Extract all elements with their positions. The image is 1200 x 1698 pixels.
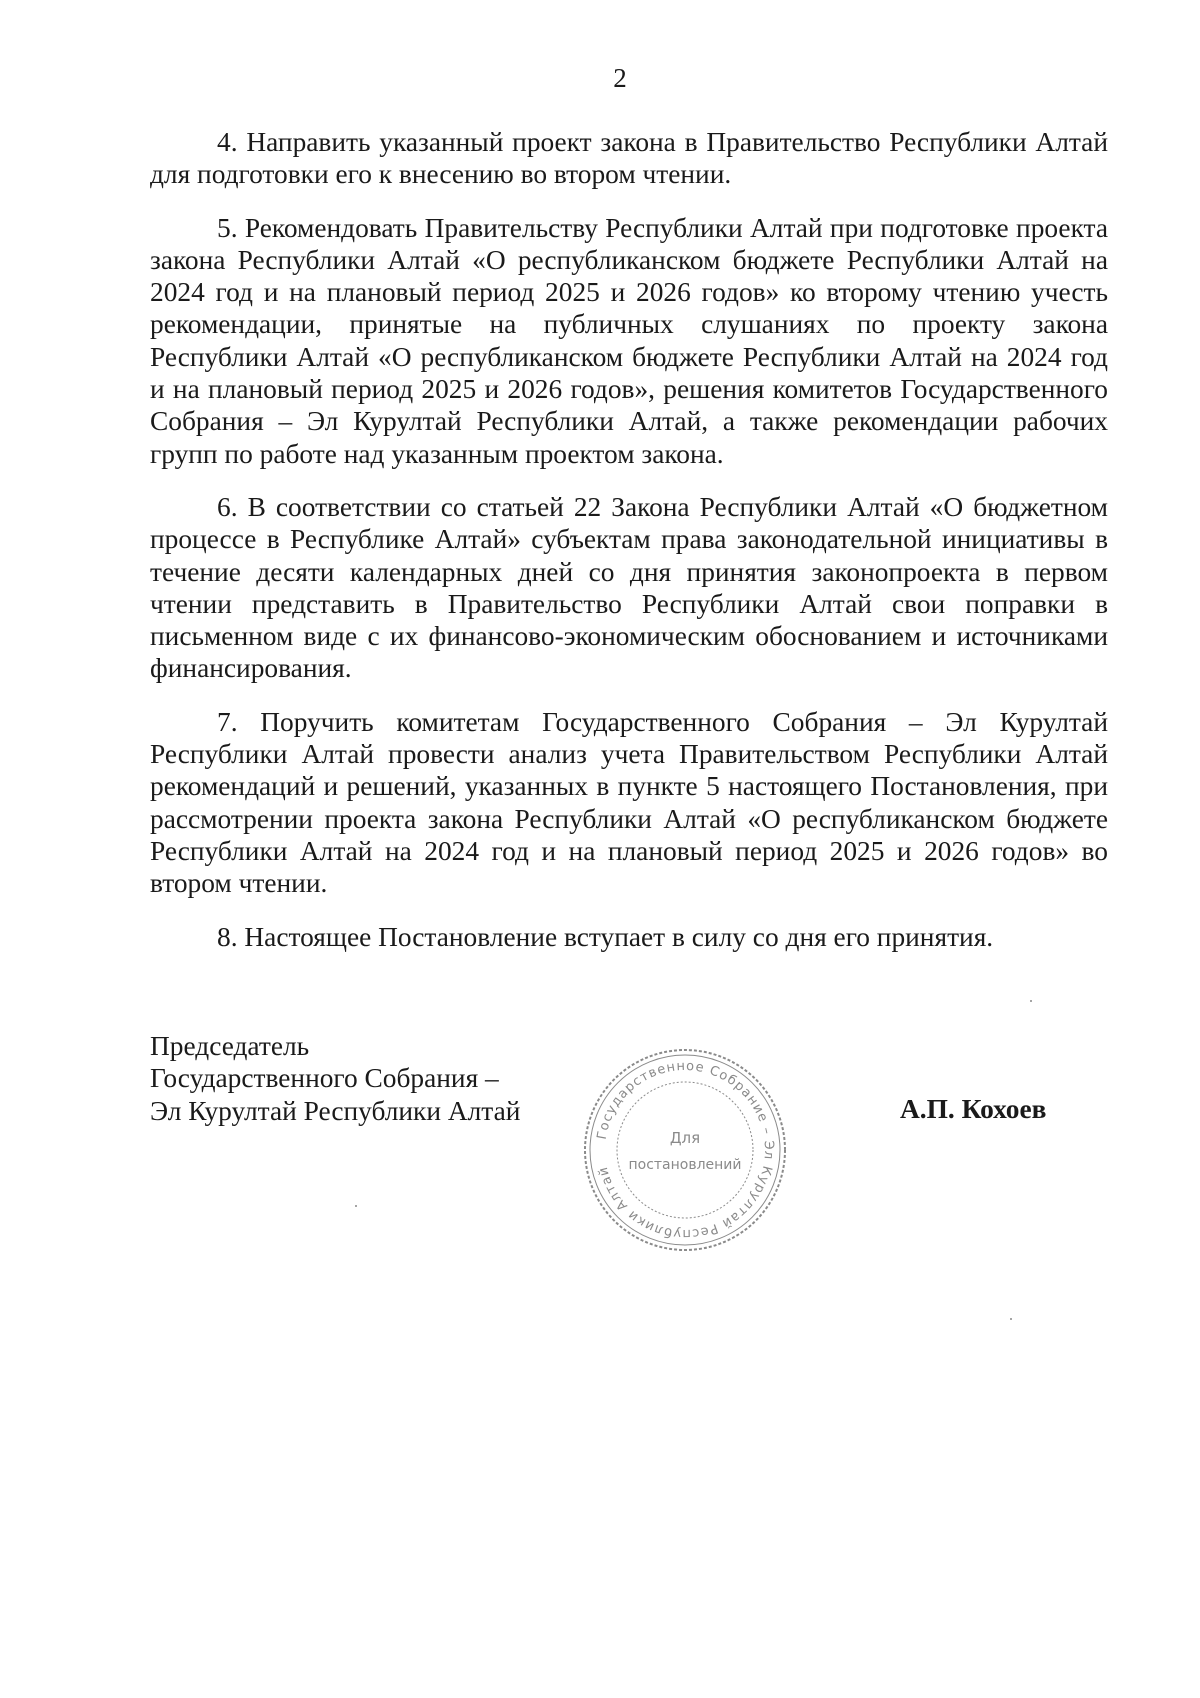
page-number: 2: [613, 63, 627, 93]
document-body: [150, 126, 1108, 974]
seal-outer-ring: [585, 1050, 785, 1250]
signatory-name: А.П. Кохоев: [900, 1094, 1047, 1124]
paragraph-6: 6. В соответствии со статьей 22 Закона Республики Алтай «О бюджетном процессе в Республике Алтай» субъектам права законодательной инициативы в течение десяти календарных дней со дня принятия законопроекта в первом чтении представить в Правительство Республики Алтай свои поправки в письменном виде с их финансово-экономическим обоснованием и источниками финансирования.: [150, 491, 1108, 684]
paragraph-4: 4. Направить указанный проект закона в Правительство Республики Алтай для подготовки его к внесению во втором чтении.: [150, 127, 1108, 190]
seal-ring-text: Государственное Собрание – Эл Курултай Республики Алтай: [594, 1058, 777, 1242]
official-seal: [580, 1045, 790, 1255]
signatory-title-line-1: Председатель: [150, 1031, 310, 1061]
signatory-title-line-2: Государственного Собрания –: [150, 1063, 499, 1094]
seal-inner-ring: [617, 1082, 753, 1218]
signatory-title-line-3: Эл Курултай Республики Алтай: [150, 1095, 521, 1126]
signatory-title: [150, 1030, 520, 1127]
paragraph-7: 7. Поручить комитетам Государственного Собрания – Эл Курултай Республики Алтай провести анализ учета Правительством Республики Алтай рекомендаций и решений, указанных в пункте 5 настоящего Постановления, при рассмотрении проекта закона Республики Алтай «О республиканском бюджете Республики Алтай на 2024 год и на плановый период 2025 и 2026 годов» во втором чтении.: [150, 706, 1108, 899]
seal-center-line-2: постановлений: [628, 1157, 742, 1173]
scan-speck: [355, 1205, 357, 1207]
paragraph-5: 5. Рекомендовать Правительству Республики Алтай при подготовке проекта закона Республики Алтай «О республиканском бюджете Республики Алтай на 2024 год и на плановый период 2025 и 2026 годов» ко второму чтению учесть рекомендации, принятые на публичных слушаниях по проекту закона Республики Алтай «О республиканском бюджете Республики Алтай на 2024 год и на плановый период 2025 и 2026 годов», решения комитетов Государственного Собрания – Эл Курултай Республики Алтай, а также рекомендации рабочих групп по работе над указанным проектом закона.: [150, 212, 1108, 469]
scan-speck: [1030, 1000, 1032, 1002]
seal-ring-2: [590, 1055, 780, 1245]
scan-speck: [1010, 1318, 1012, 1320]
seal-center-line-1: Для: [669, 1129, 701, 1147]
seal-graphic: [580, 1045, 790, 1255]
paragraph-8: 8. Настоящее Постановление вступает в силу со дня его принятия.: [217, 921, 994, 952]
